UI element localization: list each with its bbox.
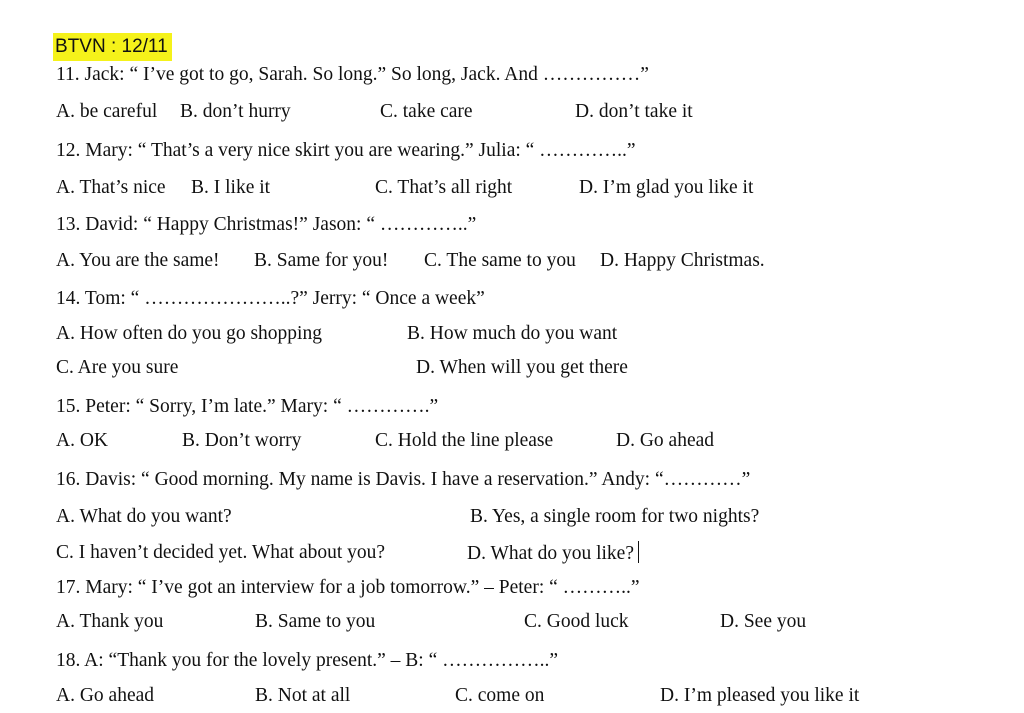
option-c: C. Good luck bbox=[524, 611, 629, 632]
option-d: D. I’m glad you like it bbox=[579, 177, 754, 198]
option-d: D. don’t take it bbox=[575, 101, 693, 122]
question-14-options-row1 bbox=[0, 322, 1024, 346]
option-a: A. What do you want? bbox=[56, 506, 232, 527]
question-14-options-row2 bbox=[0, 356, 1024, 380]
question-17-text: 17. Mary: “ I’ve got an interview for a job tomorrow.” – Peter: “ ………..” bbox=[56, 577, 640, 598]
option-b: B. Yes, a single room for two nights? bbox=[470, 506, 760, 527]
question-13-options bbox=[0, 249, 1024, 273]
question-11-options bbox=[0, 100, 1024, 124]
option-b: B. Same for you! bbox=[254, 250, 389, 271]
option-c: C. I haven’t decided yet. What about you? bbox=[56, 542, 386, 563]
question-15-text: 15. Peter: “ Sorry, I’m late.” Mary: “ ………….” bbox=[56, 396, 439, 417]
option-c: C. take care bbox=[380, 101, 473, 122]
option-d: D. See you bbox=[720, 611, 807, 632]
option-c: C. come on bbox=[455, 685, 545, 706]
option-b: B. I like it bbox=[191, 177, 271, 198]
question-13-text: 13. David: “ Happy Christmas!” Jason: “ …………..” bbox=[56, 214, 477, 235]
option-d: D. Happy Christmas. bbox=[600, 250, 765, 271]
question-16-text: 16. Davis: “ Good morning. My name is Davis. I have a reservation.” Andy: “…………” bbox=[56, 469, 751, 490]
option-b: B. don’t hurry bbox=[180, 101, 291, 122]
option-b: B. Same to you bbox=[255, 611, 376, 632]
question-18-options bbox=[0, 684, 1024, 708]
option-d: D. What do you like? bbox=[467, 543, 634, 564]
option-a: A. That’s nice bbox=[56, 177, 166, 198]
option-d-wrap bbox=[467, 541, 639, 566]
question-11-text: 11. Jack: “ I’ve got to go, Sarah. So long.” So long, Jack. And ……………” bbox=[56, 64, 649, 85]
option-b: B. How much do you want bbox=[407, 323, 618, 344]
option-a: A. Thank you bbox=[56, 611, 164, 632]
option-d: D. Go ahead bbox=[616, 430, 715, 451]
option-a: A. How often do you go shopping bbox=[56, 323, 322, 344]
question-12-text: 12. Mary: “ That’s a very nice skirt you are wearing.” Julia: “ …………..” bbox=[56, 140, 636, 161]
text-cursor bbox=[638, 541, 639, 563]
question-17-options bbox=[0, 610, 1024, 634]
assignment-title: BTVN : 12/11 bbox=[53, 33, 172, 61]
option-c: C. That’s all right bbox=[375, 177, 513, 198]
option-a: A. You are the same! bbox=[56, 250, 220, 271]
option-c: C. Are you sure bbox=[56, 357, 179, 378]
question-16-options-row2 bbox=[0, 541, 1024, 565]
question-15-options bbox=[0, 429, 1024, 453]
option-b: B. Don’t worry bbox=[182, 430, 302, 451]
option-c: C. The same to you bbox=[424, 250, 576, 271]
question-14-text: 14. Tom: “ …………………..?” Jerry: “ Once a week” bbox=[56, 288, 485, 309]
option-d: D. I’m pleased you like it bbox=[660, 685, 860, 706]
option-c: C. Hold the line please bbox=[375, 430, 554, 451]
question-16-options-row1 bbox=[0, 505, 1024, 529]
option-a: A. be careful bbox=[56, 101, 158, 122]
question-18-text: 18. A: “Thank you for the lovely present.” – B: “ ……………..” bbox=[56, 650, 559, 671]
option-b: B. Not at all bbox=[255, 685, 351, 706]
option-a: A. OK bbox=[56, 430, 108, 451]
question-12-options bbox=[0, 176, 1024, 200]
option-a: A. Go ahead bbox=[56, 685, 155, 706]
option-d: D. When will you get there bbox=[416, 357, 628, 378]
